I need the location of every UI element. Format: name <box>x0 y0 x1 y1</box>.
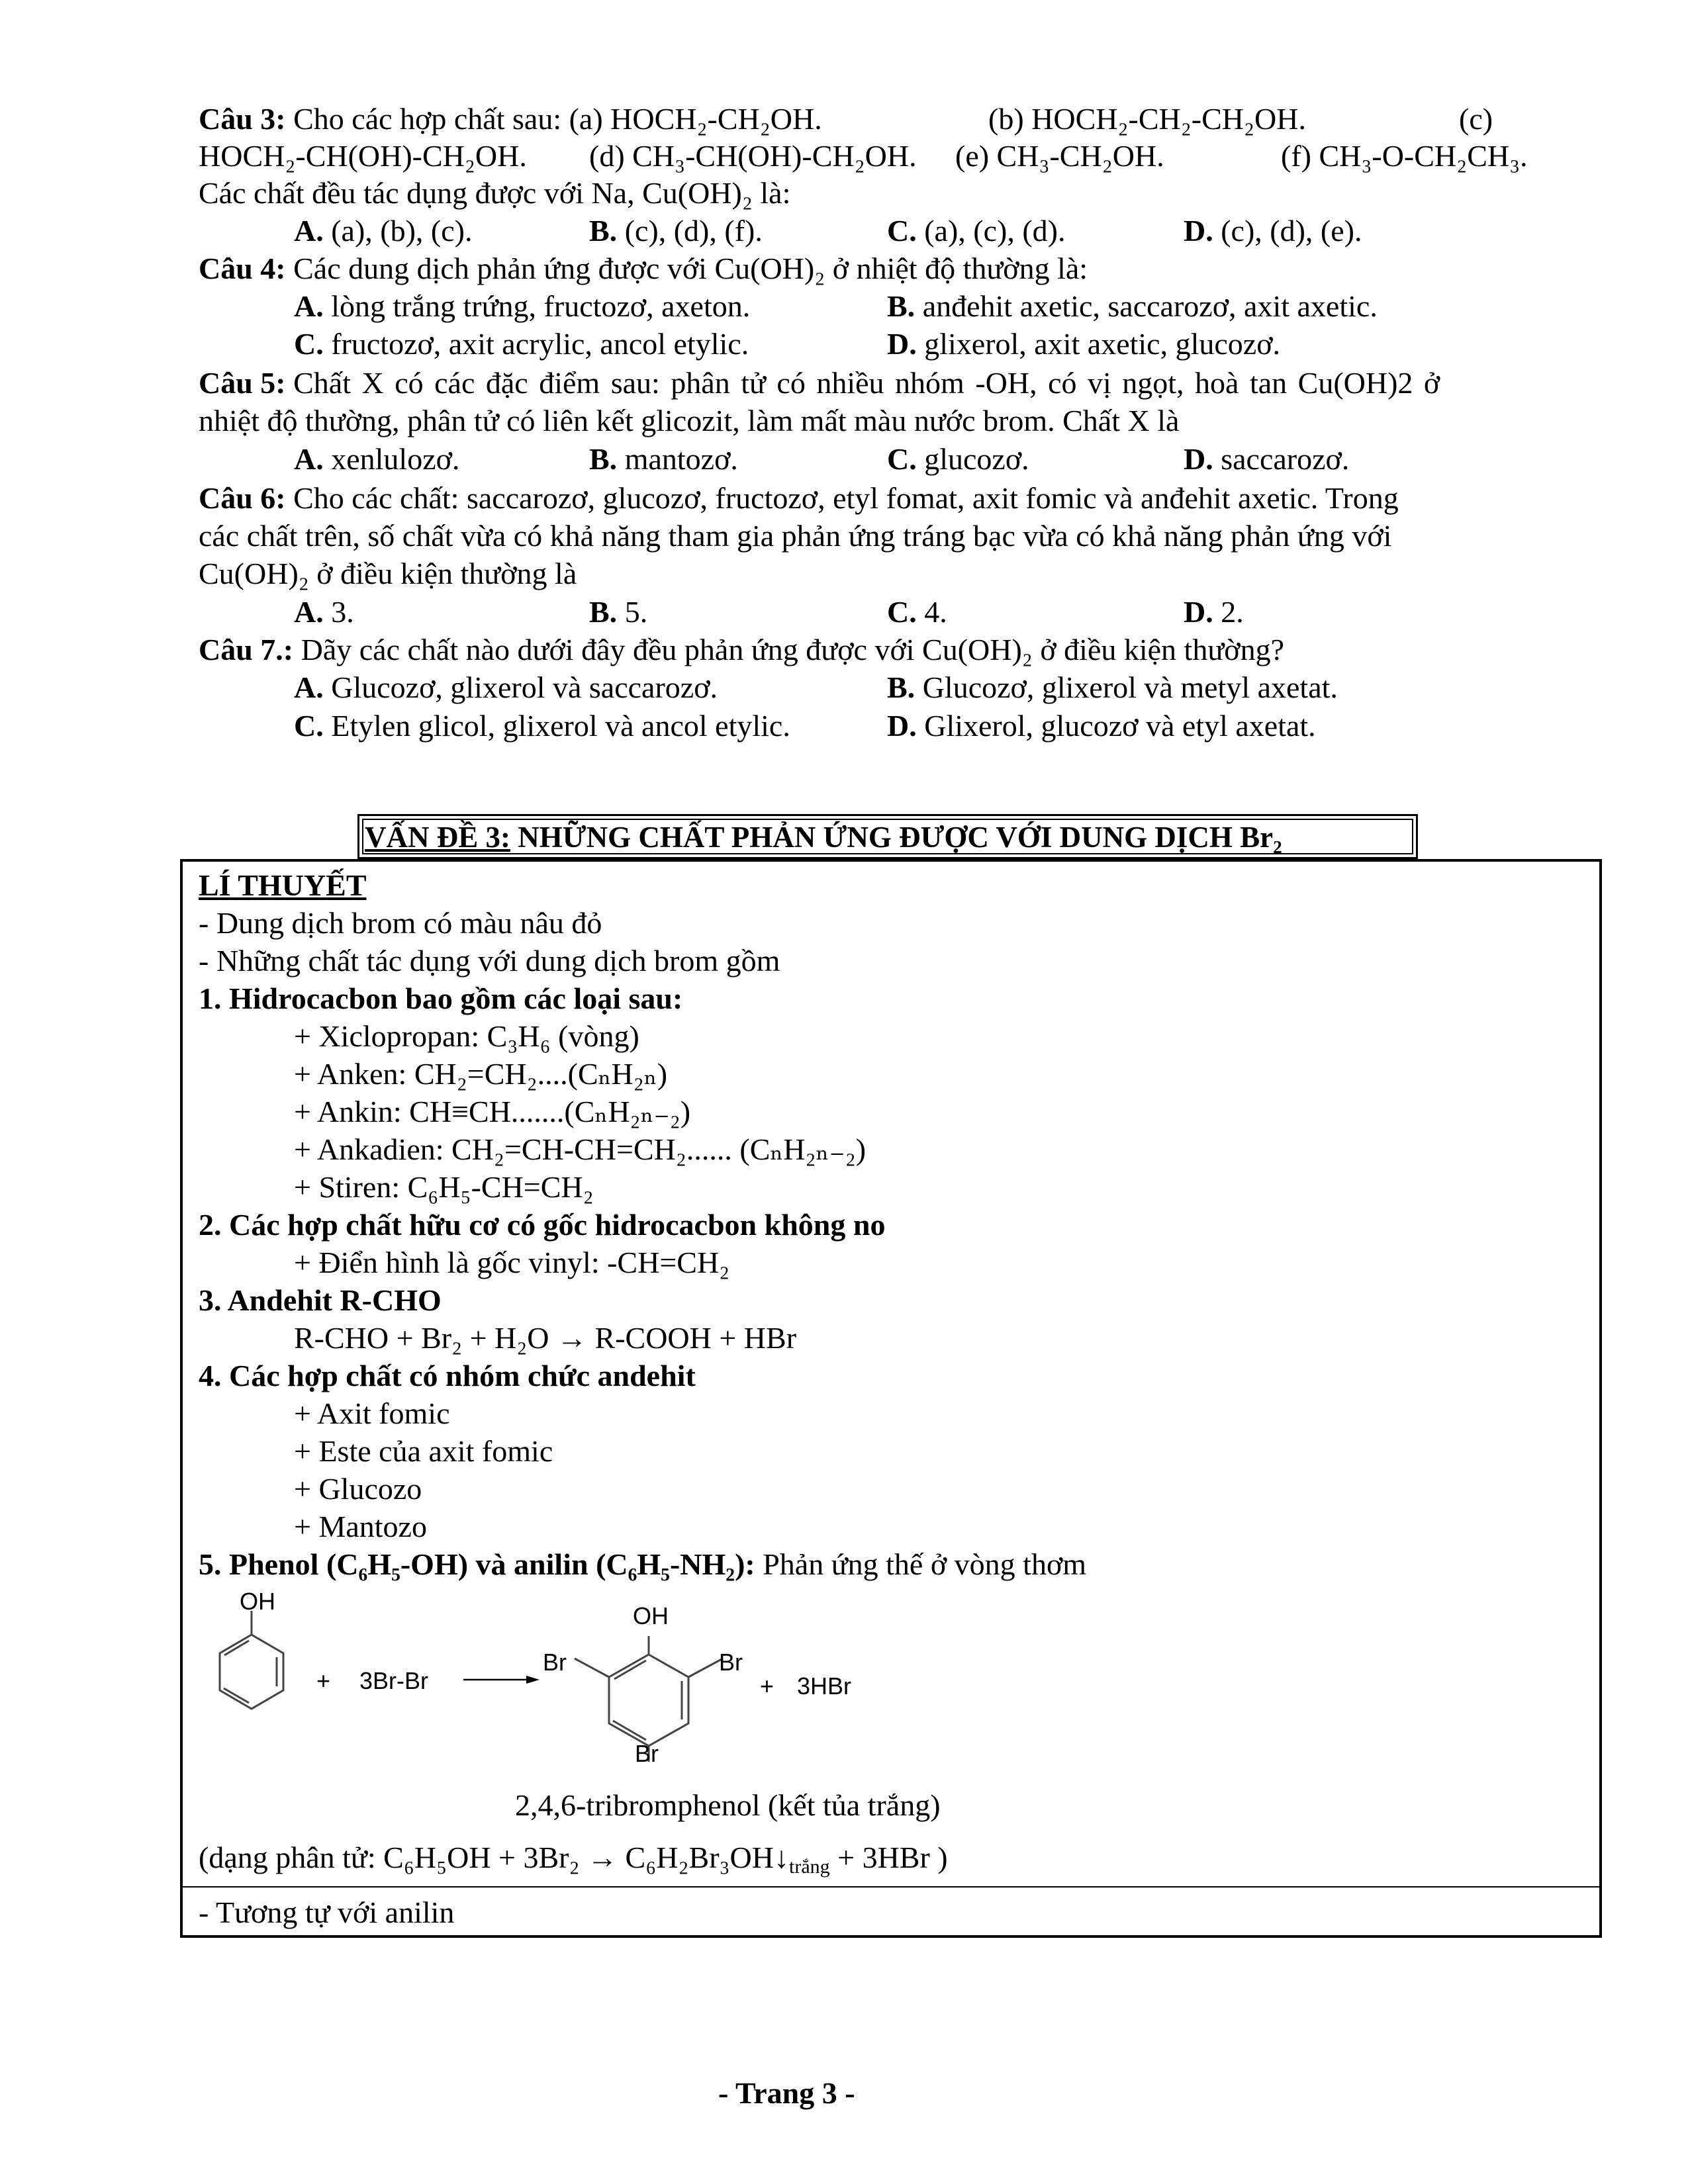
section-title <box>365 823 1282 852</box>
q5-label: Câu 5: <box>199 366 286 400</box>
q3-label: Câu 3: <box>199 102 286 136</box>
q4-option-b: B. anđehit axetic, saccarozơ, axit axetic. <box>887 289 1378 323</box>
q3-item-e: (e) CH₃-CH₂OH. <box>955 139 1164 173</box>
heading-hydrocarbon: 1. Hidrocacbon bao gồm các loại sau: <box>199 981 683 1015</box>
q3-item-c-formula: HOCH₂-CH(OH)-CH₂OH. <box>199 139 527 173</box>
byproduct-hbr: 3HBr <box>797 1672 852 1700</box>
q7-option-c: C. Etylen glicol, glixerol và ancol etylic. <box>294 709 790 743</box>
heading-phenol-bold: 5. Phenol (C₆H₅-OH) và anilin (C₆H₅-NH₂): <box>199 1547 755 1581</box>
q6-line1 <box>199 483 1399 514</box>
item-mantozo: + Mantozo <box>294 1510 427 1543</box>
product-br-bottom-label: Br <box>635 1740 659 1767</box>
q4-line <box>199 253 1088 284</box>
item-ankin: + Ankin: CH≡CH.......(CₙH₂ₙ₋₂) <box>294 1095 691 1128</box>
q6-option-c: C. 4. <box>887 595 947 629</box>
molecular-equation <box>199 1841 948 1878</box>
q6-option-d: D. 2. <box>1184 595 1244 629</box>
q7-option-b: B. Glucozơ, glixerol và metyl axetat. <box>887 670 1338 704</box>
q5-option-c: C. glucozơ. <box>887 442 1029 476</box>
item-axit-fomic: + Axit fomic <box>294 1396 450 1430</box>
product-br-right-label: Br <box>719 1649 743 1676</box>
q5-option-d: D. saccarozơ. <box>1184 442 1350 476</box>
phenol-structure <box>220 1611 283 1709</box>
q5-stem-1: Chất X có các đặc điểm sau: phân tử có nhiều nhóm -OH, có vị ngọt, hoà tan Cu(OH)2 ở <box>293 366 1440 400</box>
q5-option-b: B. mantozơ. <box>589 442 738 476</box>
q4-label: Câu 4: <box>199 251 286 285</box>
heading-andehit-group: 4. Các hợp chất có nhóm chức andehit <box>199 1359 696 1392</box>
item-ankadien: + Ankadien: CH₂=CH-CH=CH₂...... (CₙH₂ₙ₋₂) <box>294 1132 867 1166</box>
product-br-right-bond <box>688 1659 723 1677</box>
product-oh-label: OH <box>633 1602 669 1629</box>
q3-option-a: A. (a), (b), (c). <box>294 214 473 248</box>
aniline-note: - Tương tự với anilin <box>199 1895 455 1929</box>
andehit-equation: R-CHO + Br₂ + H₂O → R-COOH + HBr <box>294 1321 797 1355</box>
q7-option-a: A. Glucozơ, glixerol và saccarozơ. <box>294 670 718 704</box>
q7-line <box>199 635 1284 665</box>
product-inner-bond-2 <box>613 1721 646 1740</box>
reagent-bromine: 3Br-Br <box>359 1667 429 1694</box>
product-ring <box>609 1655 688 1746</box>
section-label: VẤN ĐỀ 3: <box>365 821 510 854</box>
page-footer: - Trang 3 - <box>718 2076 855 2110</box>
q3-line1 <box>199 104 822 134</box>
reaction-arrow <box>463 1676 539 1684</box>
q3-option-d: D. (c), (d), (e). <box>1184 214 1362 248</box>
q3-option-b: B. (c), (d), (f). <box>589 214 763 248</box>
item-glucozo: + Glucozo <box>294 1472 422 1506</box>
q4-stem: Các dung dịch phản ứng được với Cu(OH)₂ ở nhiệt độ thường là: <box>293 251 1088 285</box>
q5-option-a: A. xenlulozơ. <box>294 442 460 476</box>
heading-phenol <box>199 1549 1086 1580</box>
q6-option-b: B. 5. <box>589 595 648 629</box>
q6-stem-2: các chất trên, số chất vừa có khả năng tham gia phản ứng tráng bạc vừa có khả năng phản ứng với <box>199 519 1392 553</box>
q3-item-b: (b) HOCH₂-CH₂-CH₂OH. <box>988 102 1306 136</box>
item-stiren: + Stiren: C₆H₅-CH=CH₂ <box>294 1170 594 1204</box>
product-inner-bond-3 <box>614 1661 646 1679</box>
q3-stem: Các chất đều tác dụng được với Na, Cu(OH)₂ là: <box>199 176 791 210</box>
q3-option-c: C. (a), (c), (d). <box>887 214 1066 248</box>
section-title-box <box>357 814 1418 859</box>
molecular-equation-subscript: trắng <box>789 1856 830 1878</box>
item-anken: + Anken: CH₂=CH₂....(CₙH₂ₙ) <box>294 1057 668 1091</box>
q3-item-f: (f) CH₃-O-CH₂CH₃. <box>1281 139 1528 173</box>
section-title-text: NHỮNG CHẤT PHẢN ỨNG ĐƯỢC VỚI DUNG DỊCH Br₂ <box>510 821 1282 854</box>
q4-option-d: D. glixerol, axit axetic, glucozơ. <box>887 327 1281 361</box>
product-name: 2,4,6-tribromphenol (kết tủa trắng) <box>515 1788 941 1822</box>
theory-heading: LÍ THUYẾT <box>199 868 367 902</box>
heading-unsaturated: 2. Các hợp chất hữu cơ có gốc hidrocacbon không no <box>199 1208 886 1242</box>
q5-stem-2: nhiệt độ thường, phân tử có liên kết glicozit, làm mất màu nước brom. Chất X là <box>199 404 1180 437</box>
plus-sign-2: + <box>760 1672 774 1700</box>
phenol-oh-label: OH <box>240 1588 275 1615</box>
product-br-left-label: Br <box>543 1649 567 1676</box>
q6-label: Câu 6: <box>199 481 286 515</box>
q7-label: Câu 7.: <box>199 633 294 666</box>
item-xiclopropan: + Xiclopropan: C₃H₆ (vòng) <box>294 1019 639 1053</box>
item-vinyl: + Điển hình là gốc vinyl: -CH=CH₂ <box>294 1246 730 1279</box>
molecular-equation-end: + 3HBr ) <box>829 1841 948 1874</box>
q4-option-c: C. fructozơ, axit acrylic, ancol etylic. <box>294 327 749 361</box>
product-br-left-bond <box>575 1659 609 1677</box>
q7-stem: Dãy các chất nào dưới đây đều phản ứng được với Cu(OH)₂ ở điều kiện thường? <box>301 633 1285 666</box>
theory-line-1: - Dung dịch brom có màu nâu đỏ <box>199 906 602 940</box>
heading-phenol-rest: Phản ứng thế ở vòng thơm <box>755 1547 1087 1581</box>
q4-option-a: A. lòng trắng trứng, fructozơ, axeton. <box>294 289 751 323</box>
q6-option-a: A. 3. <box>294 595 354 629</box>
q3-item-c-label: (c) <box>1459 102 1493 136</box>
theory-divider <box>183 1886 1599 1888</box>
plus-sign-1: + <box>316 1667 331 1694</box>
item-este-axit-fomic: + Este của axit fomic <box>294 1434 553 1468</box>
q3-item-a: (a) HOCH₂-CH₂OH. <box>569 102 822 136</box>
q3-intro: Cho các hợp chất sau: <box>293 102 562 136</box>
heading-andehit: 3. Andehit R-CHO <box>199 1283 442 1317</box>
phenol-ring <box>220 1635 283 1709</box>
q7-option-d: D. Glixerol, glucozơ và etyl axetat. <box>887 709 1316 743</box>
q6-stem-3: Cu(OH)₂ ở điều kiện thường là <box>199 557 577 590</box>
theory-line-2: - Những chất tác dụng với dung dịch brom gồm <box>199 944 780 978</box>
q3-item-d: (d) CH₃-CH(OH)-CH₂OH. <box>589 139 917 173</box>
q6-stem-1: Cho các chất: saccarozơ, glucozơ, fructozơ, etyl fomat, axit fomic và anđehit axetic. Trong <box>293 481 1399 515</box>
q5-line1 <box>199 368 1440 398</box>
molecular-equation-main: (dạng phân tử: C₆H₅OH + 3Br₂ → C₆H₂Br₃OH↓ <box>199 1841 789 1874</box>
